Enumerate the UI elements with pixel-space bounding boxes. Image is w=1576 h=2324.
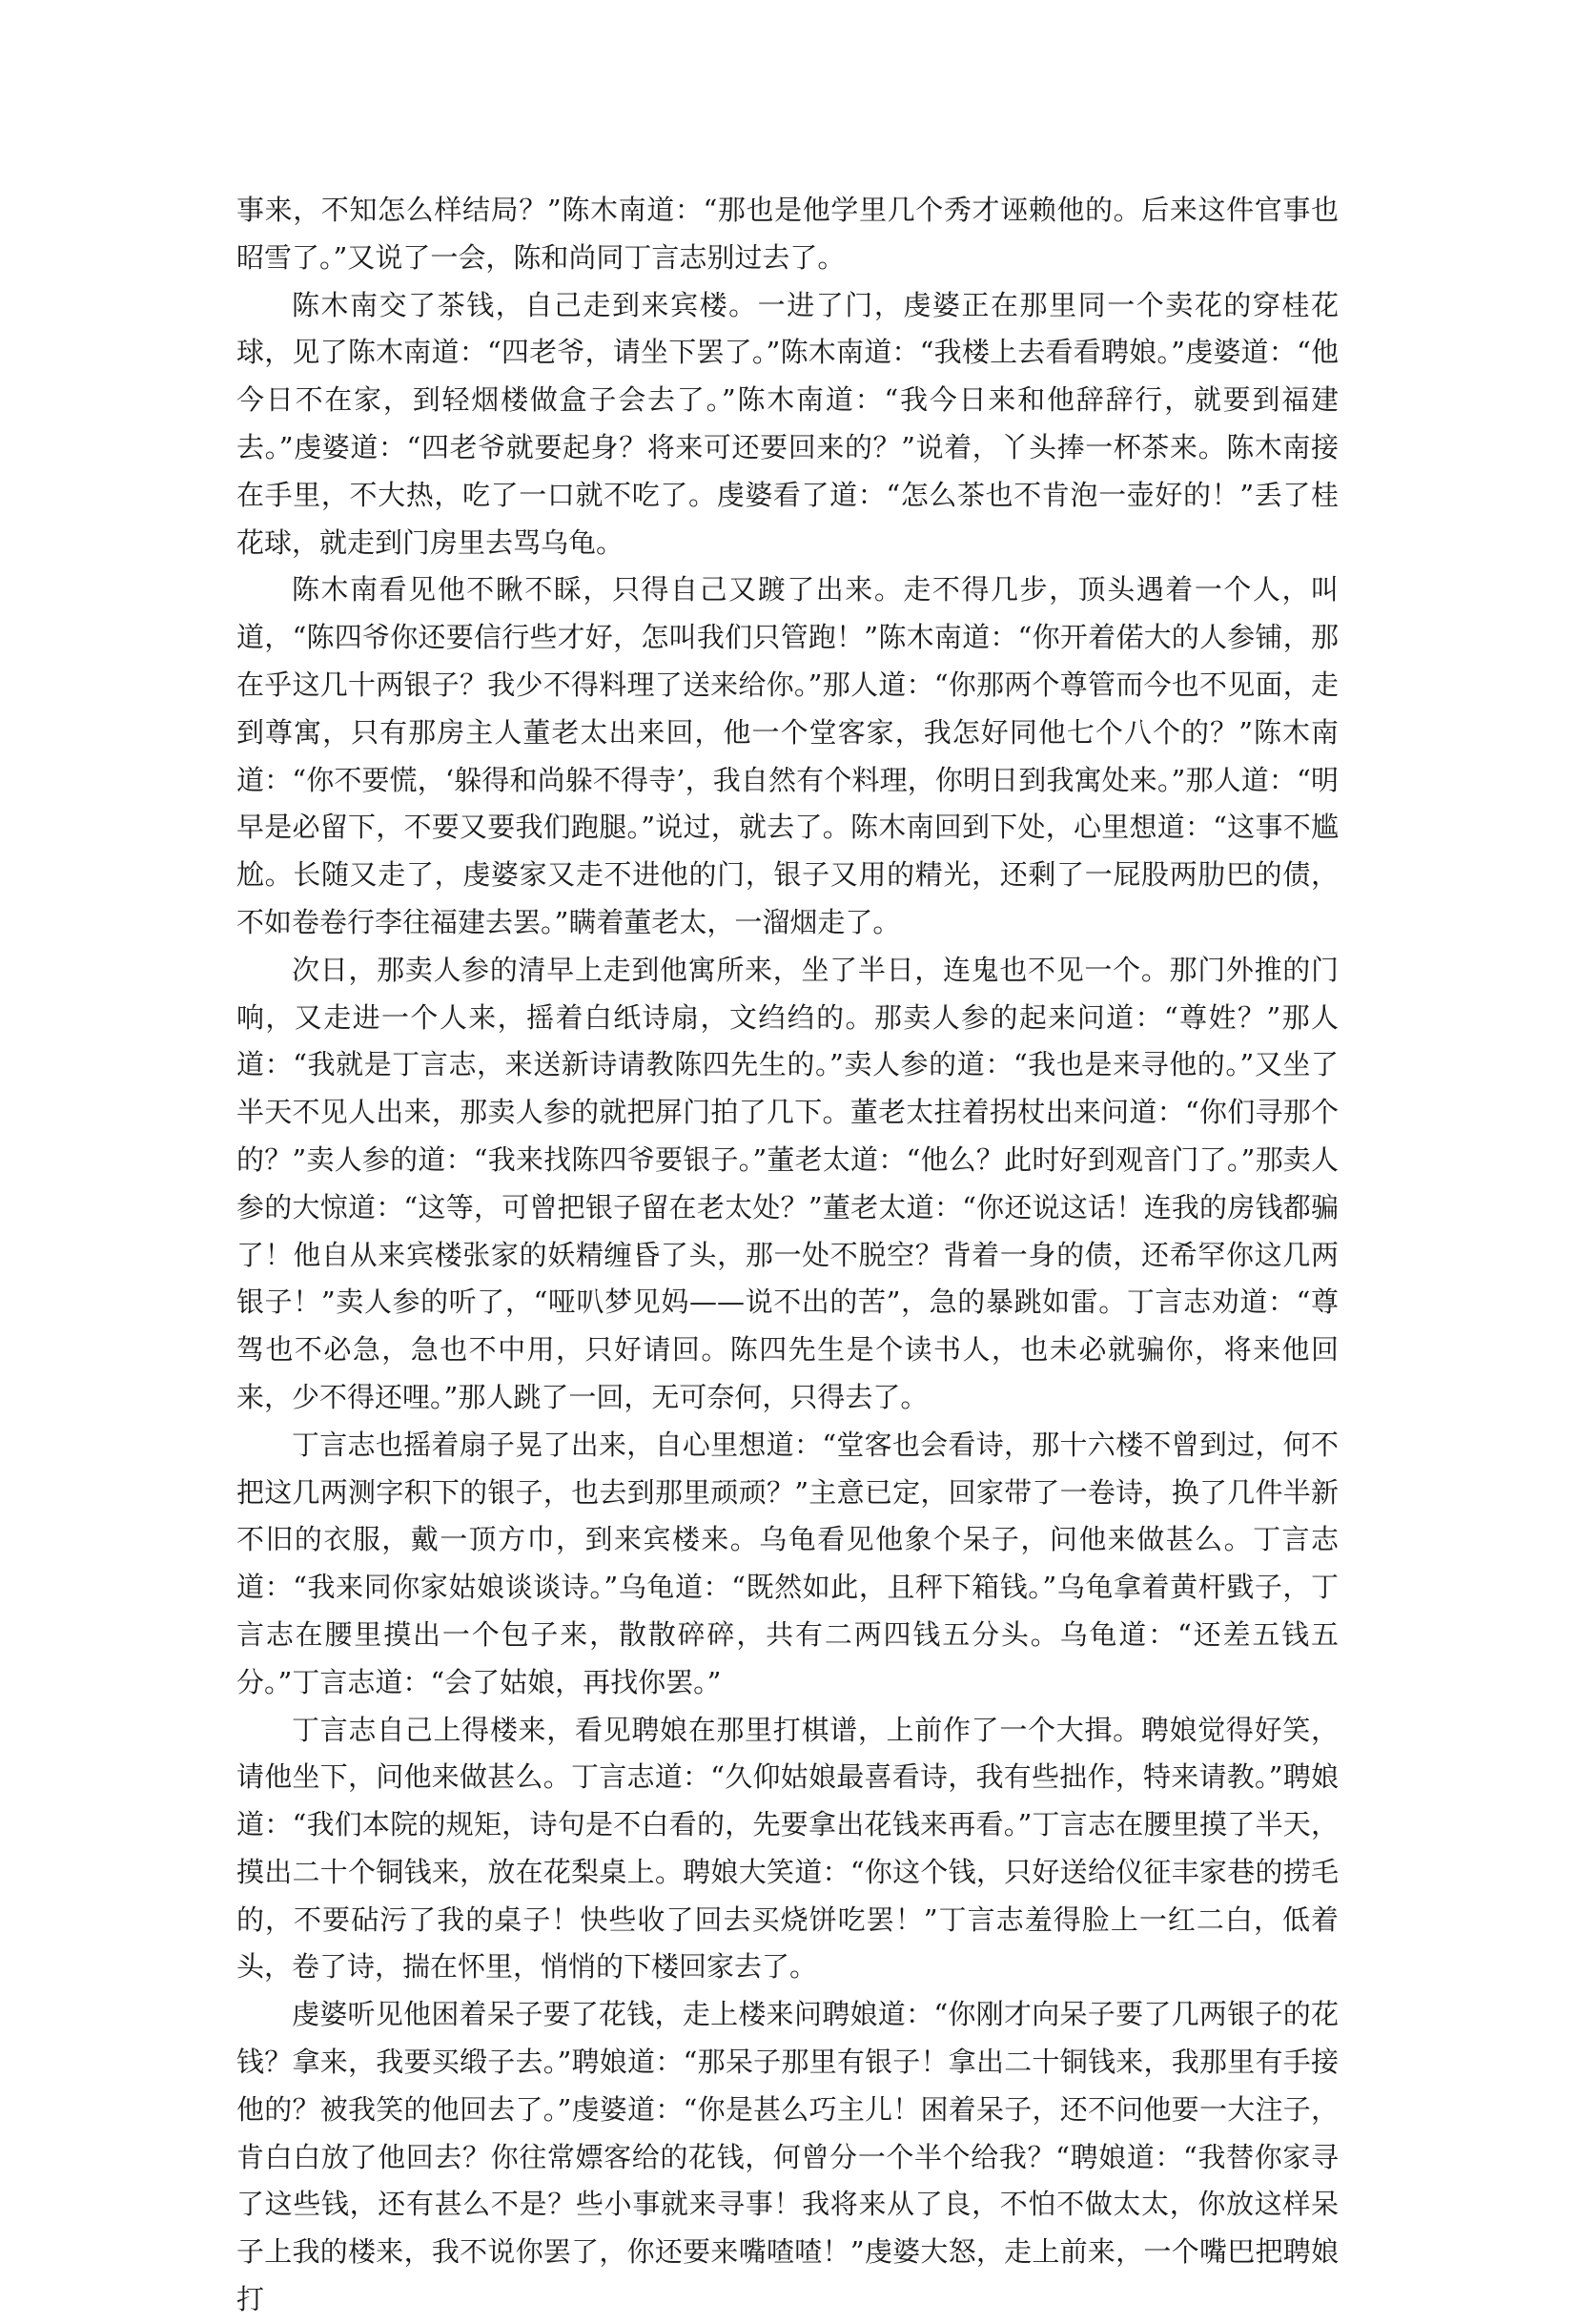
paragraph: 次日，那卖人参的清早上走到他寓所来，坐了半日，连鬼也不见一个。那门外推的门响，又走进一个人来，摇着白纸诗扇，文绉绉的。那卖人参的起来问道：“尊姓？”那人道：“我就是丁言志，来送新诗请教陈四先生的。”卖人参的道：“我也是来寻他的。”又坐了半天不见人出来，那卖人参的就把屏门拍了几下。董老太拄着拐杖出来问道：“你们寻那个的？”卖人参的道：“我来找陈四爷要银子。”董老太道：“他么？此时好到观音门了。”那卖人参的大惊道：“这等，可曾把银子留在老太处？”董老太道：“你还说这话！连我的房钱都骗了！他自从来宾楼张家的妖精缠昏了头，那一处不脱空？背着一身的债，还希罕你这几两银子！”卖人参的听了，“哑叭梦见妈——说不出的苦”，急的暴跳如雷。丁言志劝道：“尊驾也不必急，急也不中用，只好请回。陈四先生是个读书人，也未必就骗你，将来他回来，少不得还哩。”那人跳了一回，无可奈何，只得去了。: [236, 953, 1339, 1413]
paragraph: 陈木南看见他不瞅不睬，只得自己又踱了出来。走不得几步，顶头遇着一个人，叫道，“陈四爷你还要信行些才好，怎叫我们只管跑！”陈木南道：“你开着偌大的人参铺，那在乎这几十两银子？我少不得料理了送来给你。”那人道：“你那两个尊管而今也不见面，走到尊寓，只有那房主人董老太出来回，他一个堂客家，我怎好同他七个八个的？”陈木南道：“你不要慌，‘躲得和尚躲不得寺’，我自然有个料理，你明日到我寓处来。”那人道：“明早是必留下，不要又要我们跑腿。”说过，就去了。陈木南回到下处，心里想道：“这事不尴尬。长随又走了，虔婆家又走不进他的门，银子又用的精光，还剩了一屁股两肋巴的债，不如卷卷行李往福建去罢。”瞒着董老太，一溜烟走了。: [236, 573, 1339, 938]
paragraph: 丁言志自己上得楼来，看见聘娘在那里打棋谱，上前作了一个大揖。聘娘觉得好笑，请他坐下，问他来做甚么。丁言志道：“久仰姑娘最喜看诗，我有些拙作，特来请教。”聘娘道：“我们本院的规矩，诗句是不白看的，先要拿出花钱来再看。”丁言志在腰里摸了半天，摸出二十个铜钱来，放在花梨桌上。聘娘大笑道：“你这个钱，只好送给仪征丰家巷的捞毛的，不要砧污了我的桌子！快些收了回去买烧饼吃罢！”丁言志羞得脸上一红二白，低着头，卷了诗，揣在怀里，悄悄的下楼回家去了。: [236, 1713, 1339, 1984]
paragraph: 陈木南交了茶钱，自己走到来宾楼。一进了门，虔婆正在那里同一个卖花的穿桂花球，见了陈木南道：“四老爷，请坐下罢了。”陈木南道：“我楼上去看看聘娘。”虔婆道：“他今日不在家，到轻烟楼做盒子会去了。”陈木南道：“我今日来和他辞辞行，就要到福建去。”虔婆道：“四老爷就要起身？将来可还要回来的？”说着，丫头捧一杯茶来。陈木南接在手里，不大热，吃了一口就不吃了。虔婆看了道：“怎么茶也不肯泡一壶好的！”丢了桂花球，就走到门房里去骂乌龟。: [236, 288, 1339, 559]
paragraph: 虔婆听见他困着呆子要了花钱，走上楼来问聘娘道：“你刚才向呆子要了几两银子的花钱？拿来，我要买缎子去。”聘娘道：“那呆子那里有银子！拿出二十铜钱来，我那里有手接他的？被我笑的他回去了。”虔婆道：“你是甚么巧主儿！困着呆子，还不问他要一大注子，肯白白放了他回去？你往常嫖客给的花钱，何曾分一个半个给我？“聘娘道：“我替你家寻了这些钱，还有甚么不是？些小事就来寻事！我将来从了良，不怕不做太太，你放这样呆子上我的楼来，我不说你罢了，你还要来嘴喳喳！”虔婆大怒，走上前来，一个嘴巴把聘娘打: [236, 1998, 1339, 2316]
text-body: [236, 187, 1339, 2324]
paragraph: 丁言志也摇着扇子晃了出来，自心里想道：“堂客也会看诗，那十六楼不曾到过，何不把这几两测字积下的银子，也去到那里顽顽？”主意已定，回家带了一卷诗，换了几件半新不旧的衣服，戴一顶方巾，到来宾楼来。乌龟看见他象个呆子，问他来做甚么。丁言志道：“我来同你家姑娘谈谈诗。”乌龟道：“既然如此，且秤下箱钱。”乌龟拿着黄杆戥子，丁言志在腰里摸出一个包子来，散散碎碎，共有二两四钱五分头。乌龟道：“还差五钱五分。”丁言志道：“会了姑娘，再找你罢。”: [236, 1428, 1339, 1698]
paragraph-continued: 事来，不知怎么样结局？”陈木南道：“那也是他学里几个秀才诬赖他的。后来这件官事也昭雪了。”又说了一会，陈和尚同丁言志别过去了。: [236, 194, 1339, 274]
